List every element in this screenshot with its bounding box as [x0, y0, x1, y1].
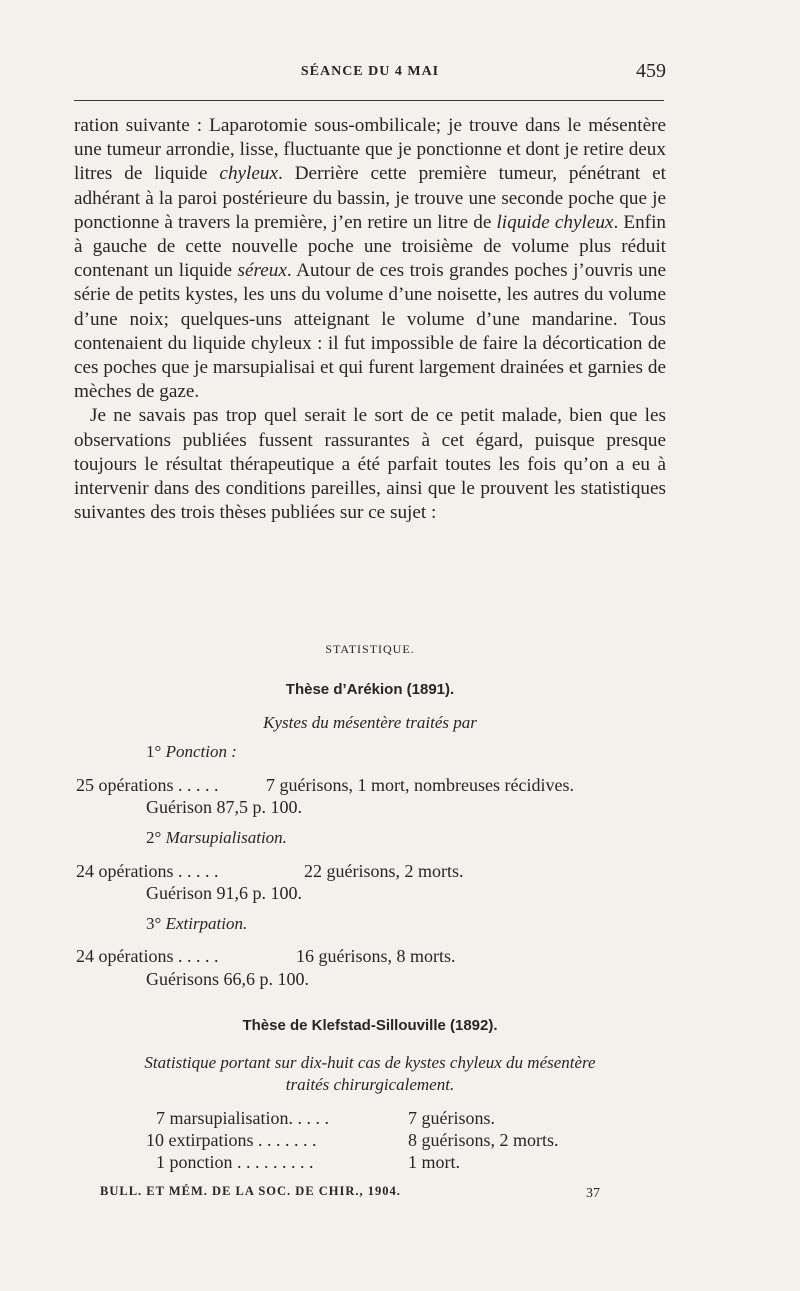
footer-citation: BULL. ET MÉM. DE LA SOC. DE CHIR., 1904. [100, 1184, 401, 1198]
these-klefstad-title: Thèse de Klefstad-Sillouville (1892). [242, 1017, 498, 1034]
italic-term: chyleux [219, 163, 279, 185]
text-run: ration suivante : Laparotomie sous-ombilicale; je trouve dans le mésentère une tumeur arrondie, lisse, fluctuante que je ponctionne et dont je retire deux litres de liquide [74, 115, 666, 185]
klefstad-row-1-procedure: 7 marsupialisation. . . . . [156, 1108, 329, 1128]
paragraph-1 [74, 114, 666, 404]
method-1-name: Ponction : [165, 742, 237, 761]
method-2-heading [146, 828, 287, 848]
method-2-result: 22 guérisons, 2 morts. [304, 861, 464, 881]
paragraph-2: Je ne savais pas trop quel serait le sort de ce petit malade, bien que les observations publiées fussent rassurantes à cet égard, puisque presque toujours le résultat thérapeutique a été parfait toutes les fois qu’on a eu à intervenir dans des conditions pareilles, ainsi que le prouvent les statistiques suivantes des trois thèses publiées sur ce sujet : [74, 405, 666, 524]
body-text [74, 114, 666, 525]
text-run: . Enfin à gauche de cette nouvelle poche une troisième de volume plus réduit contenant un liquide [74, 211, 666, 282]
method-3-name: Extirpation. [165, 914, 248, 933]
method-1-result: 7 guérisons, 1 mort, nombreuses récidives. [266, 775, 574, 795]
klefstad-row-3-result: 1 mort. [408, 1152, 460, 1172]
these-arekion-subtitle: Kystes du mésentère traités par [263, 713, 477, 732]
method-2-number: 2° [146, 828, 162, 847]
text-run: . Derrière cette première tumeur, pénétrant et adhérant à la paroi postérieure du bassin, je trouve une seconde poche que je ponctionne à travers la première, j’en retire un litre de [74, 163, 666, 233]
klefstad-row-2-procedure: 10 extirpations . . . . . . . [146, 1130, 317, 1150]
these-klefstad-subtitle-1: Statistique portant sur dix-huit cas de kystes chyleux du mésentère [144, 1053, 596, 1072]
method-2-rate: Guérison 91,6 p. 100. [146, 883, 302, 903]
method-1-rate: Guérison 87,5 p. 100. [146, 797, 302, 817]
klefstad-row-3-procedure: 1 ponction . . . . . . . . . [156, 1152, 314, 1172]
method-3-result: 16 guérisons, 8 morts. [296, 946, 456, 966]
method-2-operations: 24 opérations . . . . . [76, 861, 219, 881]
these-arekion-title: Thèse d’Arékion (1891). [285, 681, 455, 698]
method-1-operations: 25 opérations . . . . . [76, 775, 219, 795]
method-2-name: Marsupialisation. [165, 828, 287, 847]
klefstad-row-1-result: 7 guérisons. [408, 1108, 495, 1128]
header-rule [74, 100, 664, 101]
italic-term: liquide chyleux [496, 211, 614, 233]
klefstad-row-2-result: 8 guérisons, 2 morts. [408, 1130, 559, 1150]
method-3-heading [146, 914, 247, 934]
text-run: . Autour de ces trois grandes poches j’ouvris une série de petits kystes, les uns du volume d’une noisette, les autres du volume d’une noix; quelques-uns atteignant le volume d’une mandarine. Tous contenaient du liquide chyleux : il fut impossible de faire la décortication de ces poches que je marsupialisai et qui furent largement drainées et garnies de mèches de gaze. [74, 260, 666, 403]
method-3-operations: 24 opérations . . . . . [76, 946, 219, 966]
signature-mark: 37 [586, 1186, 600, 1201]
page-number: 459 [636, 60, 666, 82]
method-1-heading [146, 742, 237, 762]
method-1-number: 1° [146, 742, 162, 761]
running-head [74, 60, 666, 86]
method-3-number: 3° [146, 914, 162, 933]
statistique-heading: STATISTIQUE. [325, 642, 415, 656]
italic-term: séreux [237, 260, 287, 282]
running-title: SÉANCE DU 4 MAI [300, 64, 440, 79]
method-3-rate: Guérisons 66,6 p. 100. [146, 969, 309, 989]
these-klefstad-subtitle-2: traités chirurgicalement. [285, 1075, 455, 1094]
